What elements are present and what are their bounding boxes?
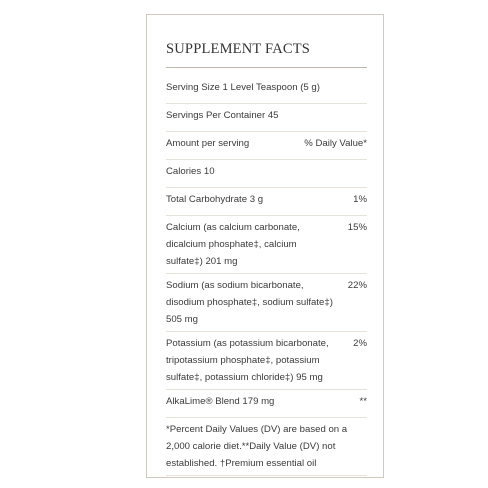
nutrient-dv: 1% bbox=[353, 194, 367, 205]
title-divider bbox=[166, 67, 367, 68]
table-row-sodium bbox=[166, 274, 367, 332]
daily-value-header: % Daily Value* bbox=[304, 138, 367, 149]
serving-size-row bbox=[166, 76, 367, 104]
nutrient-dv: 2% bbox=[353, 338, 367, 349]
table-row-calcium bbox=[166, 216, 367, 274]
panel-title: SUPPLEMENT FACTS bbox=[166, 41, 311, 57]
servings-per-container-row bbox=[166, 104, 367, 132]
nutrient-dv: 15% bbox=[347, 222, 367, 233]
nutrient-dv: 22% bbox=[347, 280, 367, 291]
facts-table bbox=[166, 76, 367, 476]
table-row-total-carbohydrate bbox=[166, 188, 367, 216]
table-row-calories bbox=[166, 160, 367, 188]
nutrient-label: Total Carbohydrate 3 g bbox=[166, 194, 264, 205]
nutrient-label: Calories 10 bbox=[166, 166, 215, 177]
table-row-alkalime-blend bbox=[166, 390, 367, 418]
nutrient-label: Sodium (as sodium bicarbonate, disodium phosphate‡, sodium sulfate‡) 505 mg bbox=[166, 280, 333, 325]
amount-header-row bbox=[166, 132, 367, 160]
nutrient-dv: ** bbox=[359, 396, 367, 407]
supplement-facts-panel bbox=[146, 14, 384, 478]
amount-per-serving-label: Amount per serving bbox=[166, 138, 250, 149]
nutrient-label: AlkaLime® Blend 179 mg bbox=[166, 396, 275, 407]
footnote-text: *Percent Daily Values (DV) are based on a 2,000 calorie diet.**Daily Value (DV) not established. †Premium essential oil bbox=[166, 424, 348, 469]
nutrient-label: Potassium (as potassium bicarbonate, tripotassium phosphate‡, potassium sulfate‡, potassium chloride‡) 95 mg bbox=[166, 338, 329, 383]
servings-per-container-text: Servings Per Container 45 bbox=[166, 110, 279, 121]
serving-size-text: Serving Size 1 Level Teaspoon (5 g) bbox=[166, 82, 320, 93]
table-row-potassium bbox=[166, 332, 367, 390]
footnote-row bbox=[166, 418, 367, 476]
nutrient-label: Calcium (as calcium carbonate, dicalcium phosphate‡, calcium sulfate‡) 201 mg bbox=[166, 222, 300, 267]
